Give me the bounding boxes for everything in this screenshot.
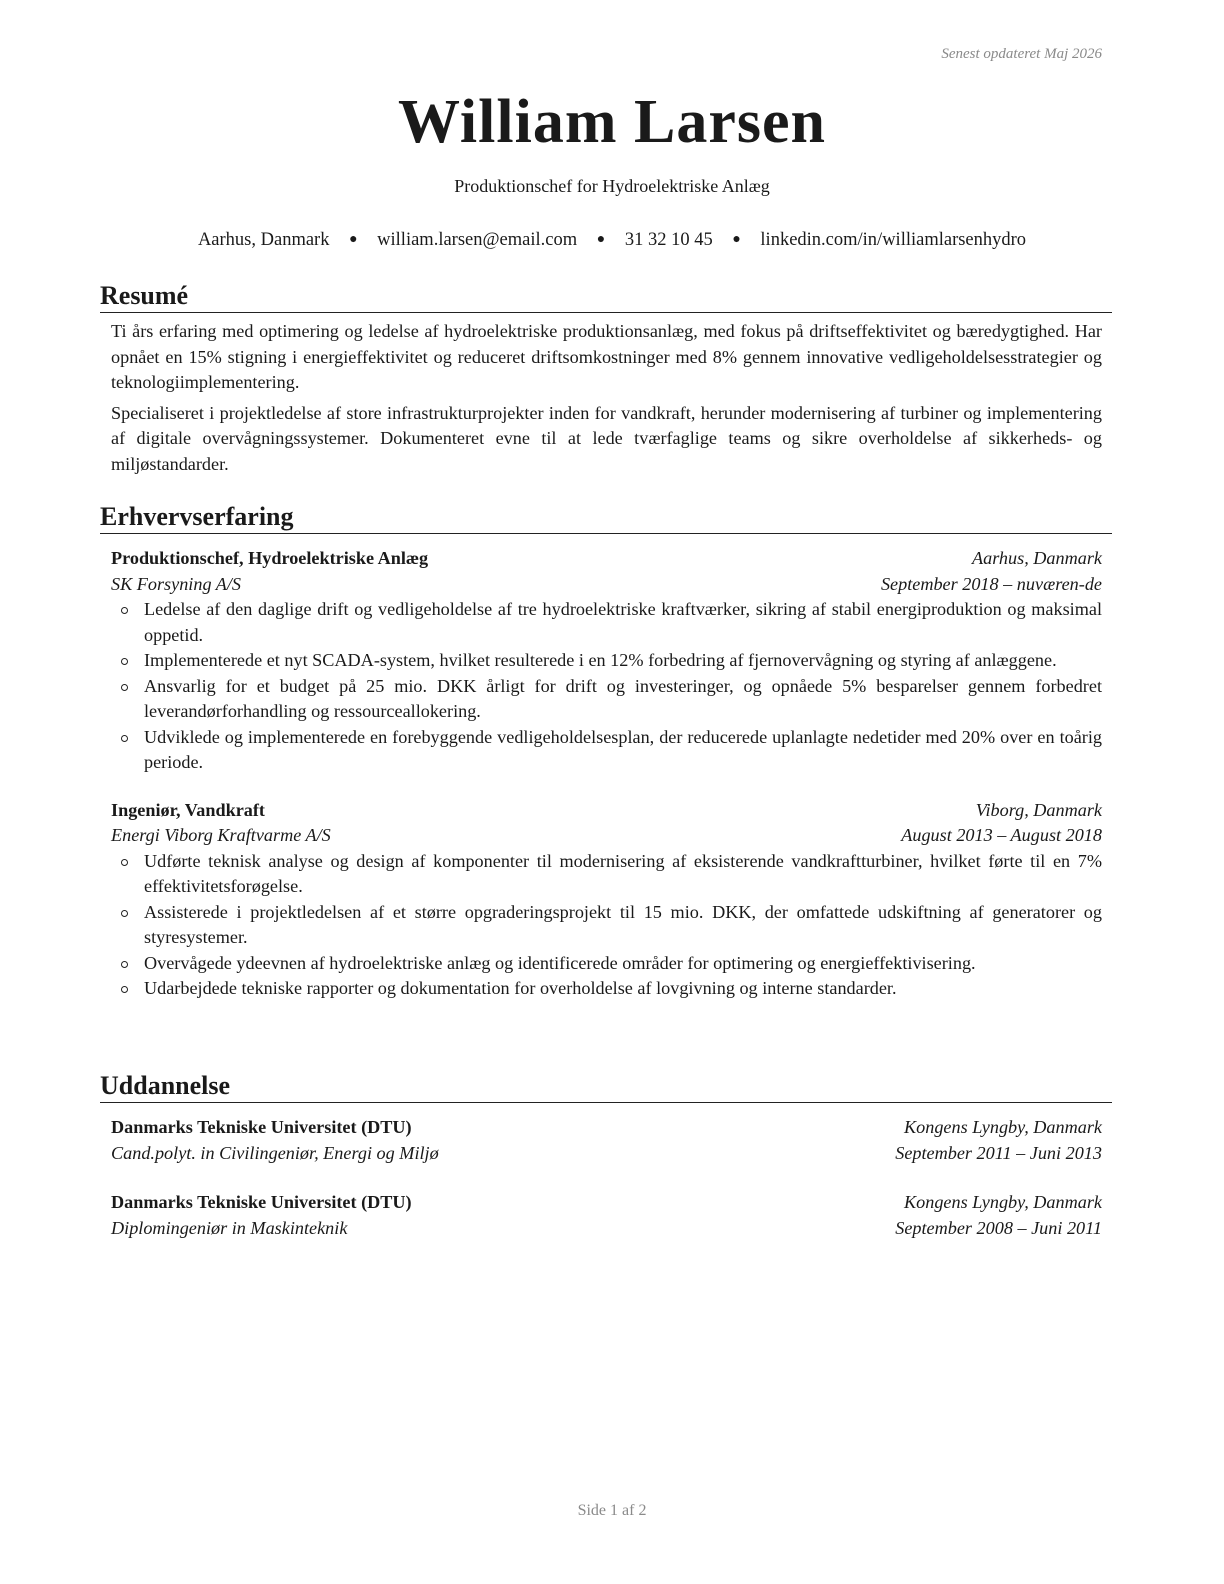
bullet-text: Udviklede og implementerede en forebyggende vedligeholdelsesplan, der reducerede uplanlagte nedetider med 20% over en toårig periode.: [144, 726, 1102, 772]
education-dates: September 2008 – Juni 2011: [895, 1217, 1102, 1238]
contact-line: [0, 230, 1224, 251]
education-heading: Uddannelse: [100, 1071, 1112, 1103]
list-item: [111, 951, 1102, 977]
list-item: [111, 900, 1102, 951]
bullet-text: Udarbejdede tekniske rapporter og dokumentation for overholdelse af lovgivning og interne standarder.: [144, 978, 897, 998]
school-name: Danmarks Tekniske Universitet (DTU): [111, 1117, 412, 1137]
job-title-subtitle: Produktionschef for Hydroelektriske Anlæg: [454, 176, 770, 196]
bullet-text: Overvågede ydeevnen af hydroelektriske anlæg og identificerede områder for optimering og energieffektivisering.: [144, 952, 976, 973]
list-item: [111, 976, 1102, 1002]
bullet-text: Udførte teknisk analyse og design af komponenter til modernisering af eksisterende vandkraftturbiner, hvilket førte til en 7% effektivitetsforøgelse.: [144, 850, 1102, 896]
bullet-text: Ansvarlig for et budget på 25 mio. DKK årligt for drift og investeringer, og opnåede 5% besparelser gennem forbedret leverandørforhandling og ressourceallokering.: [144, 675, 1102, 721]
experience-section: [100, 502, 1112, 1002]
school-name: Danmarks Tekniske Universitet (DTU): [111, 1192, 412, 1212]
list-item: [111, 648, 1102, 674]
circle-bullet-icon: [121, 859, 128, 866]
job-location: Viborg, Danmark: [975, 799, 1102, 820]
list-item: [111, 674, 1102, 725]
education-dates: September 2011 – Juni 2013: [895, 1142, 1102, 1163]
education-entry: [111, 1190, 1102, 1241]
bullet-text: Assisterede i projektledelsen af et større opgraderingsprojekt til 15 mio. DKK, der omfattede udskiftning af generatorer og styresystemer.: [144, 901, 1102, 947]
summary-paragraph: Ti års erfaring med optimering og ledelse af hydroelektriske produktionsanlæg, med fokus på driftseffektivitet og bæredygtighed. Har opnået en 15% stigning i energieffektivitet og reduceret driftsomkostninger med 8% gennem innovative vedligeholdelsesstrategier og teknologiimplementering.: [111, 321, 1102, 392]
job-bullets: [111, 849, 1102, 1002]
job-dates: September 2018 – nuværen-de: [880, 573, 1102, 594]
summary-section: [100, 281, 1112, 477]
contact-location: Aarhus, Danmark: [197, 230, 330, 250]
bullet-separator-icon: ●: [596, 232, 606, 247]
education-entry: [111, 1115, 1102, 1166]
circle-bullet-icon: [121, 607, 128, 614]
education-section: [100, 1071, 1112, 1241]
contact-linkedin[interactable]: linkedin.com/in/williamlarsenhydro: [760, 230, 1027, 250]
summary-paragraph: Specialiseret i projektledelse af store infrastrukturprojekter inden for vandkraft, herunder modernisering af turbiner og implementering af digitale overvågningssystemer. Dokumenteret evne til at lede tværfaglige teams og sikre overholdelse af sikkerheds- og miljøstandarder.: [111, 402, 1102, 474]
bullet-separator-icon: ●: [349, 232, 358, 247]
school-location: Kongens Lyngby, Danmark: [904, 1192, 1102, 1212]
experience-heading: Erhvervserfaring: [100, 502, 1112, 534]
job-bullets: [111, 597, 1102, 776]
job-title: Ingeniør, Vandkraft: [111, 799, 265, 820]
circle-bullet-icon: [121, 910, 128, 917]
job-entry: [111, 546, 1102, 776]
bullet-separator-icon: ●: [732, 232, 741, 247]
circle-bullet-icon: [121, 658, 128, 665]
circle-bullet-icon: [121, 735, 128, 742]
list-item: [111, 725, 1102, 776]
job-company: Energi Viborg Kraftvarme A/S: [111, 825, 331, 845]
bullet-text: Ledelse af den daglige drift og vedligeholdelse af tre hydroelektriske kraftværker, sikring af stabil energiproduktion og maksimal oppetid.: [144, 599, 1102, 645]
job-title: Produktionschef, Hydroelektriske Anlæg: [111, 548, 429, 568]
circle-bullet-icon: [121, 684, 128, 691]
contact-email[interactable]: william.larsen@email.com: [377, 230, 578, 250]
degree-name: Diplomingeniør in Maskinteknik: [111, 1217, 348, 1238]
job-company: SK Forsyning A/S: [111, 573, 242, 594]
circle-bullet-icon: [121, 961, 128, 968]
list-item: [111, 849, 1102, 900]
summary-heading: Resumé: [100, 281, 1112, 313]
circle-bullet-icon: [121, 986, 128, 993]
page-number: Side 1 af 2: [577, 1502, 647, 1519]
job-entry: [111, 798, 1102, 1002]
list-item: [111, 597, 1102, 648]
school-location: Kongens Lyngby, Danmark: [904, 1117, 1102, 1137]
job-location: Aarhus, Danmark: [971, 548, 1102, 568]
contact-phone: 31 32 10 45: [624, 230, 713, 250]
degree-name: Cand.polyt. in Civilingeniør, Energi og Miljø: [111, 1142, 439, 1163]
candidate-name: William Larsen: [398, 88, 826, 156]
job-dates: August 2013 – August 2018: [901, 825, 1102, 845]
bullet-text: Implementerede et nyt SCADA-system, hvilket resulterede i en 12% forbedring af fjernovervågning og styring af anlæggene.: [144, 650, 1057, 670]
last-updated-note: Senest opdateret Maj 2026: [941, 46, 1102, 62]
